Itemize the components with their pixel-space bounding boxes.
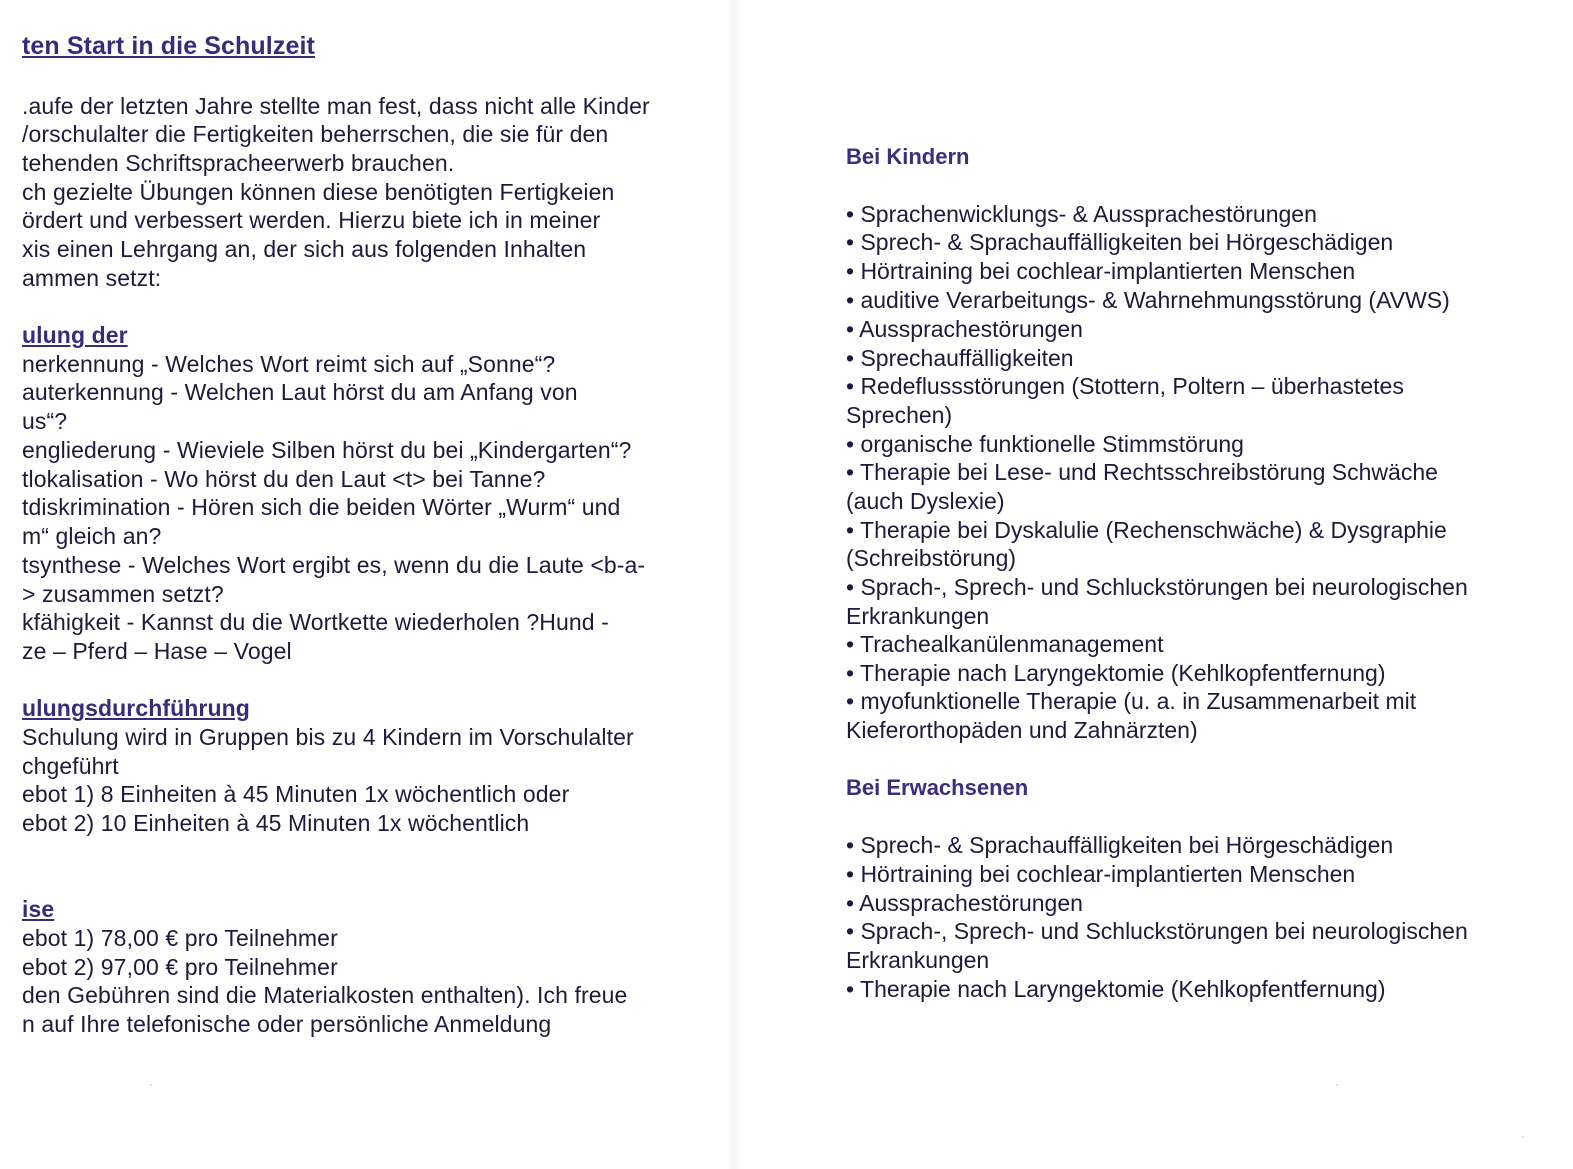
schulung-line: auterkennung - Welchen Laut hörst du am Anfang von (22, 379, 578, 405)
schulung-line: engliederung - Wieviele Silben hörst du bei „Kindergarten“? (22, 437, 632, 463)
scan-speck (150, 1084, 152, 1086)
schulung-line: tdiskrimination - Hören sich die beiden Wörter „Wurm“ und (22, 494, 621, 520)
section-heading-durchfuehrung: ulungsdurchführung (22, 695, 250, 721)
kinder-item: • Trachealkanülenmanagement (846, 631, 1164, 657)
intro-line: xis einen Lehrgang an, der sich aus folgenden Inhalten (22, 236, 587, 262)
preise-line: den Gebühren sind die Materialkosten enthalten). Ich freue (22, 982, 628, 1008)
kinder-item: • Therapie bei Dyskalulie (Rechenschwäche) & Dysgraphie (846, 517, 1447, 543)
erwachsene-heading: Bei Erwachsenen (846, 775, 1029, 800)
intro-line: ammen setzt: (22, 265, 162, 291)
erwachsene-item: • Sprech- & Sprachauffälligkeiten bei Hörgeschädigen (846, 832, 1394, 858)
section-heading-preise: ise (22, 896, 55, 922)
erwachsene-item: • Aussprachestörungen (846, 890, 1083, 916)
erwachsene-item: • Sprach-, Sprech- und Schluckstörungen bei neurologischen (846, 918, 1468, 944)
kinder-item: • Sprachenwicklungs- & Aussprachestörungen (846, 201, 1317, 227)
scan-speck (1336, 1084, 1338, 1086)
kinder-item: • organische funktionelle Stimmstörung (846, 431, 1244, 457)
kinder-item: • myofunktionelle Therapie (u. a. in Zusammenarbeit mit (846, 688, 1417, 714)
intro-line: ch gezielte Übungen können diese benötigten Fertigkeien (22, 179, 615, 205)
right-page (846, 0, 1546, 1169)
scan-speck (1522, 1136, 1524, 1138)
erwachsene-item: • Therapie nach Laryngektomie (Kehlkopfentfernung) (846, 976, 1386, 1002)
kinder-item: • Sprechauffälligkeiten (846, 345, 1074, 371)
schulung-line: > zusammen setzt? (22, 581, 224, 607)
page-title: ten Start in die Schulzeit (22, 32, 315, 60)
intro-line: /orschulalter die Fertigkeiten beherrschen, die sie für den (22, 121, 609, 147)
kinder-item: • Therapie bei Lese- und Rechtsschreibstörung Schwäche (846, 459, 1438, 485)
preise-line: ebot 2) 97,00 € pro Teilnehmer (22, 954, 338, 980)
kinder-item: • Hörtraining bei cochlear-implantierten Menschen (846, 258, 1356, 284)
durchfuehrung-line: Schulung wird in Gruppen bis zu 4 Kindern im Vorschulalter (22, 724, 634, 750)
kinder-item: • Sprach-, Sprech- und Schluckstörungen bei neurologischen (846, 574, 1468, 600)
schulung-line: tsynthese - Welches Wort ergibt es, wenn du die Laute <b-a- (22, 552, 646, 578)
schulung-line: tlokalisation - Wo hörst du den Laut <t> bei Tanne? (22, 466, 546, 492)
kinder-item: Kieferorthopäden und Zahnärzten) (846, 717, 1198, 743)
durchfuehrung-line: ebot 1) 8 Einheiten à 45 Minuten 1x wöchentlich oder (22, 781, 570, 807)
intro-line: .aufe der letzten Jahre stellte man fest, dass nicht alle Kinder (22, 93, 650, 119)
left-page (0, 0, 720, 1169)
kinder-item: (Schreibstörung) (846, 545, 1017, 571)
schulung-line: m“ gleich an? (22, 523, 162, 549)
kinder-item: Erkrankungen (846, 603, 990, 629)
schulung-line: ze – Pferd – Hase – Vogel (22, 638, 292, 664)
kinder-item: • Redeflussstörungen (Stottern, Poltern – überhastetes (846, 373, 1404, 399)
intro-line: tehenden Schriftspracheerwerb brauchen. (22, 150, 455, 176)
durchfuehrung-line: ebot 2) 10 Einheiten à 45 Minuten 1x wöchentlich (22, 810, 530, 836)
kinder-item: (auch Dyslexie) (846, 488, 1005, 514)
kinder-heading: Bei Kindern (846, 144, 970, 169)
section-heading-schulung: ulung der (22, 322, 128, 348)
intro-line: ördert und verbessert werden. Hierzu biete ich in meiner (22, 207, 601, 233)
kinder-item: • auditive Verarbeitungs- & Wahrnehmungsstörung (AVWS) (846, 287, 1450, 313)
kinder-item: Sprechen) (846, 402, 953, 428)
erwachsene-item: Erkrankungen (846, 947, 990, 973)
kinder-item: • Aussprachestörungen (846, 316, 1083, 342)
schulung-line: nerkennung - Welches Wort reimt sich auf „Sonne“? (22, 351, 556, 377)
kinder-item: • Sprech- & Sprachauffälligkeiten bei Hörgeschädigen (846, 229, 1394, 255)
schulung-line: us“? (22, 408, 68, 434)
durchfuehrung-line: chgeführt (22, 753, 119, 779)
schulung-line: kfähigkeit - Kannst du die Wortkette wiederholen ?Hund - (22, 609, 609, 635)
erwachsene-item: • Hörtraining bei cochlear-implantierten Menschen (846, 861, 1356, 887)
kinder-item: • Therapie nach Laryngektomie (Kehlkopfentfernung) (846, 660, 1386, 686)
preise-line: n auf Ihre telefonische oder persönliche Anmeldung (22, 1011, 552, 1037)
preise-line: ebot 1) 78,00 € pro Teilnehmer (22, 925, 338, 951)
page-fold (728, 0, 742, 1169)
